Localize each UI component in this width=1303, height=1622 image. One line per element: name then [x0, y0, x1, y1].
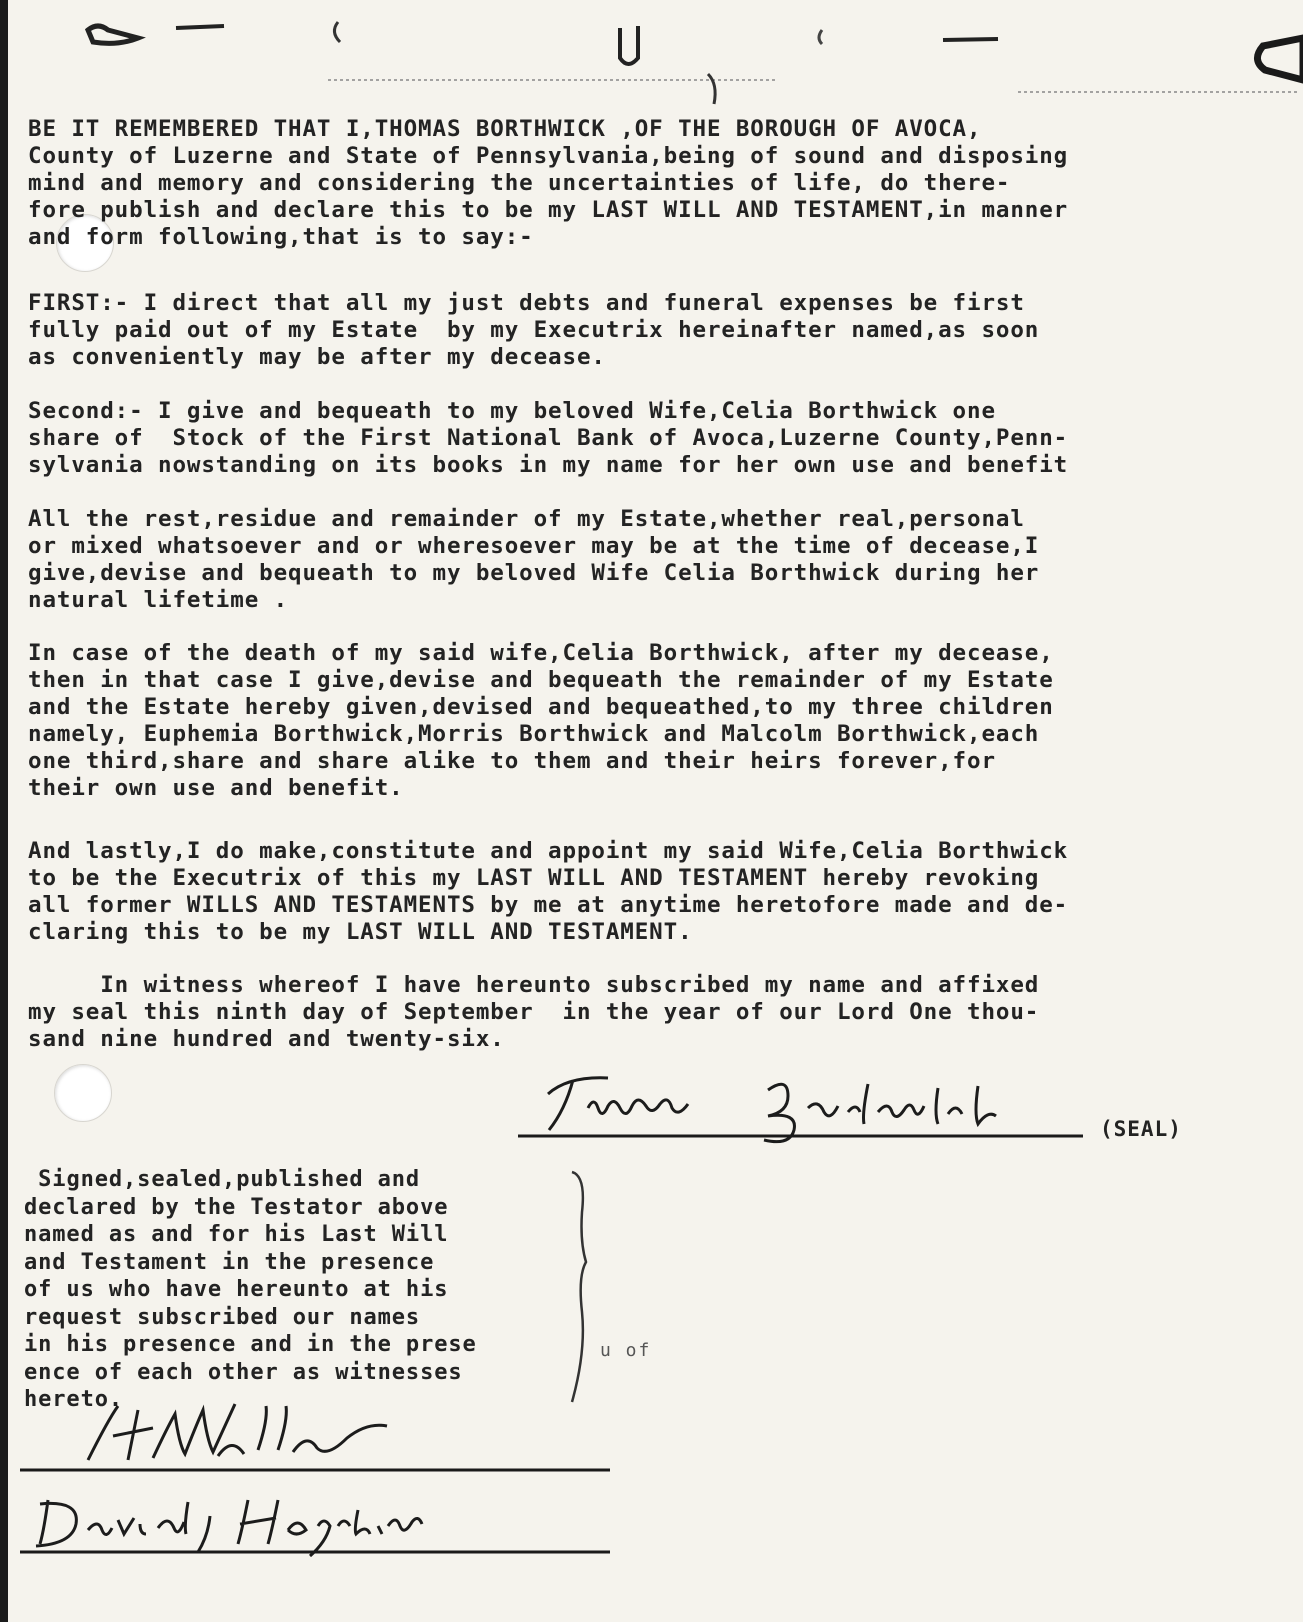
second-clause: Second:- I give and bequeath to my beloved Wife,Celia Borthwick one share of Stock of the First National Bank of Avoca,Luzerne County,Penn- sylvania nowstanding on its books in my name for her own use and benefit	[28, 398, 1069, 478]
seal-label: (SEAL)	[1100, 1117, 1182, 1141]
residue-clause: All the rest,residue and remainder of my Estate,whether real,personal or mixed whatsoever and or wheresoever may be at the time of decease,I give,devise and bequeath to my beloved Wife Celia Borthwick during her natural lifetime .	[28, 506, 1040, 613]
first-clause: FIRST:- I direct that all my just debts and funeral expenses be first fully paid out of my Estate by my Executrix hereinafter named,as soon as conveniently may be after my decease.	[28, 290, 1040, 370]
executrix-clause: And lastly,I do make,constitute and appoint my said Wife,Celia Borthwick to be the Executrix of this my LAST WILL AND TESTAMENT hereby revoking all former WILLS AND TESTAMENTS by me at anytime heretofore made and de- claring this to be my LAST WILL AND TESTAMENT.	[28, 838, 1069, 945]
scan-marks	[8, 0, 1303, 110]
attestation-clause: Signed,sealed,published and declared by the Testator above named as and for his Last Will and Testament in the presence of us who have hereunto at his request subscribed our names in his presence and in the prese ence of each other as witnesses hereto.	[24, 1167, 477, 1412]
testator-signature	[518, 1068, 1098, 1148]
witness-statement: In witness whereof I have hereunto subscribed my name and affixed my seal this ninth day of September in the year of our Lord One thou- sand nine hundred and twenty-six.	[28, 972, 1040, 1052]
contingency-clause: In case of the death of my said wife,Celia Borthwick, after my decease, then in that case I give,devise and bequeath the remainder of my Estate and the Estate hereby given,devised and bequeathed,to my three children namely, Euphemia Borthwick,Morris Borthwick and Malcolm Borthwick,each one third,share and share alike to them and their heirs forever,for their own use and benefit.	[28, 640, 1054, 801]
preamble-paragraph: BE IT REMEMBERED THAT I,THOMAS BORTHWICK ,OF THE BOROUGH OF AVOCA, County of Luzerne and State of Pennsylvania,being of sound and disposing mind and memory and considering the uncertainties of life, do there- fore publish and declare this to be my LAST WILL AND TESTAMENT,in manner and form following,that is to say:-	[28, 116, 1069, 250]
witness-signature-2	[18, 1490, 618, 1560]
witness-signature-1	[18, 1400, 618, 1480]
brace-mark	[568, 1168, 592, 1408]
punch-hole-bottom	[54, 1064, 112, 1122]
stray-text: u of	[600, 1340, 652, 1361]
